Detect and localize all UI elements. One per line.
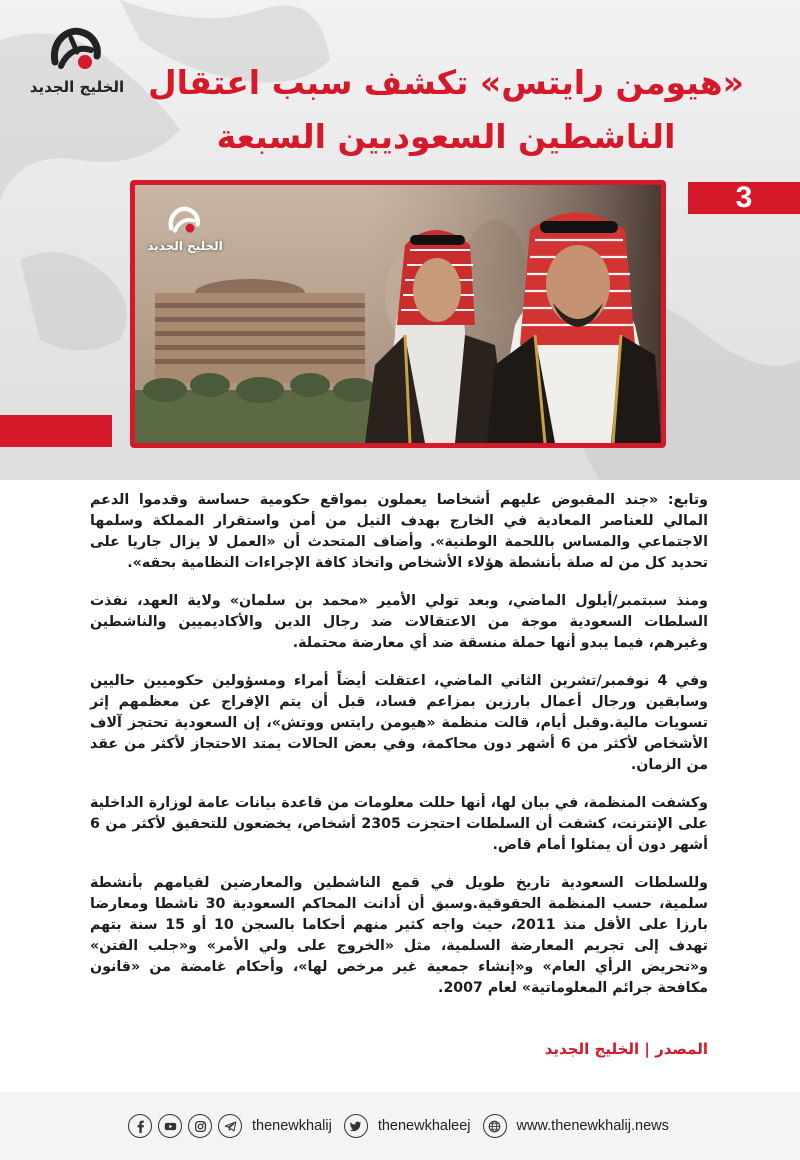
globe-icon[interactable] — [483, 1114, 507, 1138]
page-number: 3 — [735, 181, 753, 214]
website-link[interactable]: www.thenewkhalij.news — [516, 1118, 669, 1134]
page-title — [126, 56, 766, 164]
social-links — [128, 1113, 675, 1139]
photo-watermark-icon — [166, 203, 204, 237]
telegram-icon[interactable] — [218, 1114, 242, 1138]
facebook-handle[interactable]: thenewkhalij — [252, 1118, 332, 1134]
instagram-icon[interactable] — [188, 1114, 212, 1138]
article-paragraph: ومنذ سبتمبر/أيلول الماضي، وبعد تولي الأمير «محمد بن سلمان» ولاية العهد، نفذت السلطات السعودية موجة من الاعتقالات ضد رجال الدين والأكاديميين والناشطين وغيرهم، فيما يبدو أنها حملة منسقة ضد أي معارضة محتملة. — [90, 593, 708, 651]
article-paragraph: وكشفت المنظمة، في بيان لها، أنها حللت معلومات من قاعدة بيانات عامة لوزارة الداخلية على الإنترنت، كشفت أن السلطات احتجزت 2305 أشخاص، يخضعون للتحقيق لأكثر من 6 أشهر دون أن يمثلوا أمام قاض. — [90, 795, 709, 853]
twitter-handle[interactable]: thenewkhaleej — [377, 1118, 471, 1134]
photo-watermark — [145, 203, 225, 253]
article-body — [90, 490, 708, 1016]
facebook-icon[interactable] — [128, 1114, 152, 1138]
article-source: المصدر | الخليج الجديد — [544, 1040, 708, 1058]
brand-logo-icon — [47, 22, 107, 76]
brand-logo — [22, 22, 132, 112]
article-paragraph: وللسلطات السعودية تاريخ طويل في قمع الناشطين والمعارضين لقيامهم بأنشطة سلمية، حسب المنظمة الحقوقية.وسبق أن أدانت المحاكم السعودية 30 ناشطا ومعارضا بارزا على الأقل منذ 2011، حيث واجه كثير منهم أحكاما بالسجن 10 أو 15 سنة بتهم تهدف إلى تجريم المعارضة السلمية، مثل «الخروج على ولي الأمر» و«جلب الفتن» و«تحريض الرأي العام» و«إنشاء جمعية غير مرخص لها»، وأحكام غامضة من «قانون مكافحة جرائم المعلوماتية» لعام 2007. — [90, 875, 708, 996]
article-paragraph: وتابع: «جند المقبوض عليهم أشخاصا يعملون بمواقع حكومية حساسة وقدموا الدعم المالي للعناصر المعادية في الخارج بهدف النيل من أمن واستقرار المملكة وسلمها الاجتماعي والمساس باللحمة الوطنية». وأضاف المتحدث أن «العمل لا يزال جاريا على تحديد كل من له صلة بأنشطة هؤلاء الأشخاص واتخاذ كافة الإجراءات النظامية بحقه». — [90, 492, 708, 571]
photo-watermark-text: الخليج الجديد — [147, 239, 223, 253]
headline-line-1: «هيومن رايتس» تكشف سبب اعتقال — [148, 63, 744, 102]
twitter-icon[interactable] — [344, 1114, 368, 1138]
decorative-red-bar — [0, 415, 112, 447]
article-photo — [130, 180, 666, 448]
brand-name: الخليج الجديد — [29, 78, 125, 96]
youtube-icon[interactable] — [158, 1114, 182, 1138]
headline-line-2: الناشطين السعوديين السبعة — [216, 117, 676, 156]
article-paragraph: وفي 4 نوفمبر/تشرين الثاني الماضي، اعتقلت أيضاً أمراء ومسؤولين حكوميين حاليين وسابقين ورجال أعمال بارزين بمزاعم فساد، قبل أن يتم الإفراج عن معظمهم إثر تسويات مالية.وقبل أيام، قالت منظمة «هيومن رايتس ووتش»، إن السعودية تحتجز آلاف الأشخاص لأكثر من 6 أشهر دون محاكمة، وفي بعض الحالات يمتد الاحتجاز لأكثر من عقد من الزمان. — [90, 673, 708, 773]
